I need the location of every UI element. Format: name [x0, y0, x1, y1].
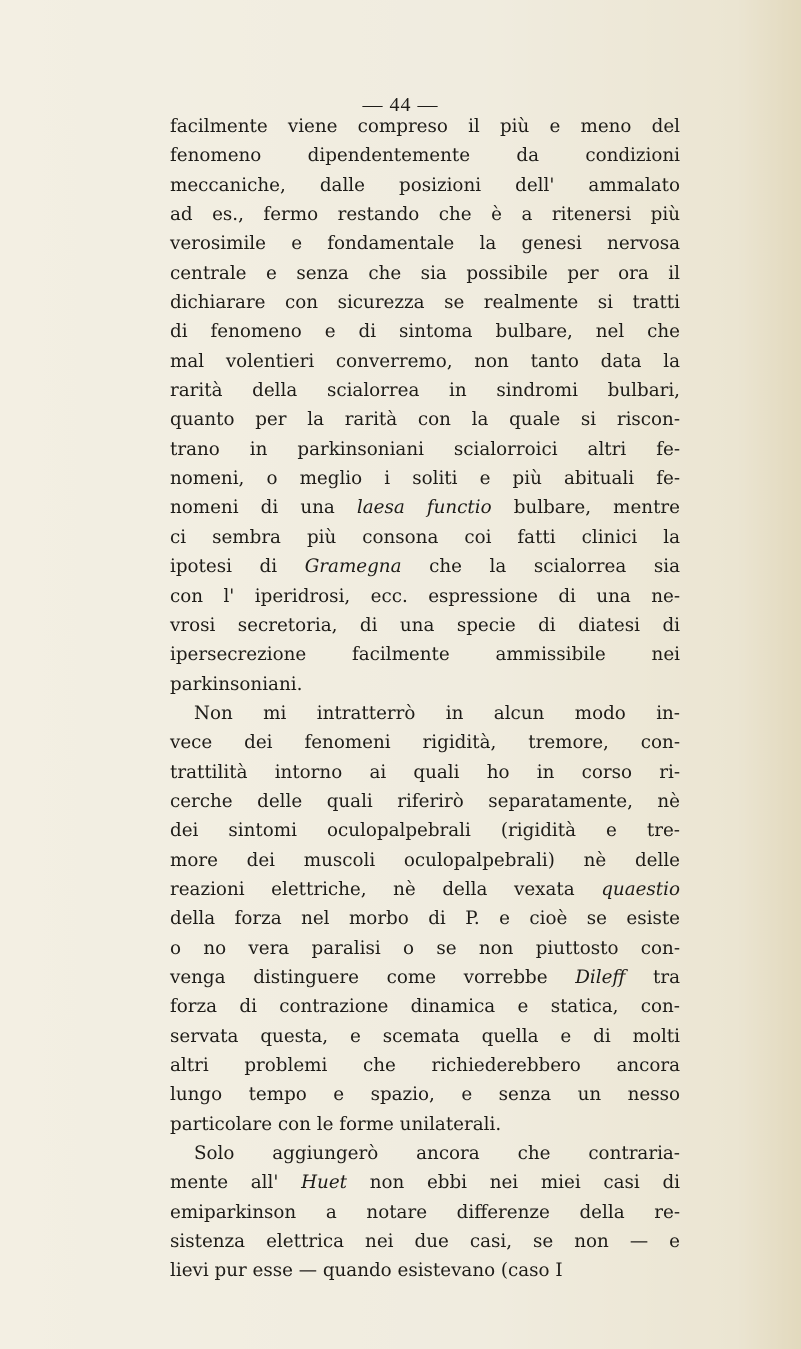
- text-segment: dichiarare con sicurezza se realmente si tratti: [170, 292, 680, 314]
- text-line: [170, 1198, 680, 1227]
- text-segment: sistenza elettrica nei due casi, se non — e: [170, 1231, 680, 1253]
- text-line: [170, 992, 680, 1021]
- text-line: [170, 493, 680, 522]
- text-segment: Solo aggiungerò ancora che contraria-: [194, 1143, 680, 1165]
- text-segment: quanto per la rarità con la quale si riscon-: [170, 409, 680, 431]
- text-segment: vece dei fenomeni rigidità, tremore, con-: [170, 732, 680, 754]
- text-segment: fenomeno dipendentemente da condizioni: [170, 145, 680, 167]
- text-line: [170, 1168, 680, 1197]
- italic-text: laesa functio: [356, 497, 492, 519]
- text-segment: centrale e senza che sia possibile per ora il: [170, 262, 680, 284]
- text-segment: reazioni elettriche, nè della vexata: [170, 878, 602, 900]
- text-segment: lievi pur esse — quando esistevano (caso I: [170, 1260, 563, 1282]
- text-segment: trattilità intorno ai quali ho in corso ri-: [170, 761, 680, 783]
- text-segment: venga distinguere come vorrebbe: [170, 966, 576, 988]
- text-line: [170, 405, 680, 434]
- text-segment: cerche delle quali riferirò separatamente, nè: [170, 790, 680, 812]
- text-segment: vrosi secretoria, di una specie di diatesi di: [170, 614, 680, 636]
- text-segment: mente all': [170, 1172, 302, 1194]
- text-line: [170, 611, 680, 640]
- text-line: [170, 376, 680, 405]
- text-line: [170, 141, 680, 170]
- italic-text: Gramegna: [304, 556, 402, 578]
- text-segment: forza di contrazione dinamica e statica, con-: [170, 996, 680, 1018]
- text-segment: non ebbi nei miei casi di: [347, 1172, 680, 1194]
- text-line: [170, 699, 680, 728]
- text-line: [170, 288, 680, 317]
- text-segment: meccaniche, dalle posizioni dell' ammalato: [170, 174, 680, 196]
- text-segment: dei sintomi oculopalpebrali (rigidità e tre-: [170, 820, 680, 842]
- text-segment: di fenomeno e di sintoma bulbare, nel che: [170, 321, 680, 343]
- text-line: [170, 317, 680, 346]
- text-segment: che la scialorrea sia: [401, 556, 680, 578]
- text-line: [170, 171, 680, 200]
- page-number: — 44 —: [362, 94, 439, 116]
- text-line: [170, 1227, 680, 1256]
- text-segment: ipersecrezione facilmente ammissibile nei: [170, 644, 680, 666]
- text-segment: particolare con le forme unilaterali.: [170, 1113, 502, 1135]
- text-line: [170, 875, 680, 904]
- text-segment: emiparkinson a notare differenze della re-: [170, 1201, 680, 1223]
- text-segment: o no vera paralisi o se non piuttosto con-: [170, 937, 680, 959]
- text-segment: parkinsoniani.: [170, 673, 303, 695]
- text-line: [170, 523, 680, 552]
- text-segment: servata questa, e scemata quella e di molti: [170, 1025, 680, 1047]
- text-segment: con l' iperidrosi, ecc. espressione di una ne-: [170, 585, 680, 607]
- text-line: [170, 670, 680, 699]
- text-line: [170, 1022, 680, 1051]
- text-segment: rarità della scialorrea in sindromi bulbari,: [170, 380, 680, 402]
- text-line: [170, 1051, 680, 1080]
- text-segment: lungo tempo e spazio, e senza un nesso: [170, 1084, 680, 1106]
- italic-text: Dileff: [575, 966, 626, 988]
- text-line: [170, 1139, 680, 1168]
- text-line: [170, 582, 680, 611]
- text-line: [170, 112, 680, 141]
- text-line: [170, 435, 680, 464]
- text-line: [170, 816, 680, 845]
- text-line: [170, 934, 680, 963]
- text-line: [170, 904, 680, 933]
- text-line: [170, 259, 680, 288]
- text-segment: ipotesi di: [170, 556, 305, 578]
- text-line: [170, 758, 680, 787]
- body-text: [170, 112, 680, 1286]
- text-segment: ad es., fermo restando che è a ritenersi più: [170, 204, 680, 226]
- text-line: [170, 963, 680, 992]
- text-segment: ci sembra più consona coi fatti clinici la: [170, 526, 680, 548]
- text-line: [170, 552, 680, 581]
- text-line: [170, 640, 680, 669]
- text-segment: della forza nel morbo di P. e cioè se esiste: [170, 908, 680, 930]
- italic-text: Huet: [301, 1172, 347, 1194]
- text-line: [170, 347, 680, 376]
- text-segment: altri problemi che richiederebbero ancora: [170, 1055, 680, 1076]
- text-segment: nomeni di una: [170, 497, 357, 519]
- text-line: [170, 1080, 680, 1109]
- text-segment: tra: [625, 966, 680, 988]
- text-line: [170, 728, 680, 757]
- text-line: [170, 229, 680, 258]
- text-segment: trano in parkinsoniani scialorroici altri fe-: [170, 438, 680, 460]
- text-segment: facilmente viene compreso il più e meno del: [170, 116, 680, 137]
- text-line: [170, 1256, 680, 1285]
- text-line: [170, 846, 680, 875]
- text-segment: more dei muscoli oculopalpebrali) nè delle: [170, 849, 680, 871]
- text-segment: bulbare, mentre: [491, 497, 680, 519]
- text-segment: verosimile e fondamentale la genesi nervosa: [170, 233, 680, 255]
- text-segment: mal volentieri converremo, non tanto data la: [170, 350, 680, 372]
- text-line: [170, 1110, 680, 1139]
- text-line: [170, 464, 680, 493]
- text-segment: Non mi intratterrò in alcun modo in-: [194, 702, 680, 724]
- italic-text: quaestio: [601, 878, 680, 900]
- text-line: [170, 200, 680, 229]
- text-line: [170, 787, 680, 816]
- text-segment: nomeni, o meglio i soliti e più abituali fe-: [170, 468, 680, 490]
